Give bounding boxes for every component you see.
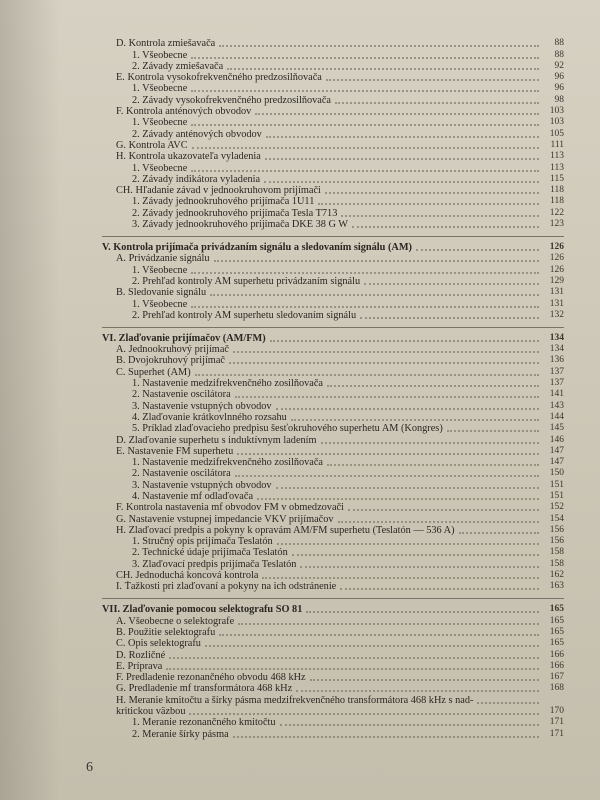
- entry-title: A. Privádzanie signálu: [116, 253, 210, 265]
- dot-leader: [459, 524, 539, 534]
- toc-entry: [102, 49, 564, 60]
- toc-entry: [102, 94, 564, 105]
- entry-title: 2. Prehľad kontroly AM superhetu sledovaním signálu: [132, 309, 357, 321]
- entry-page-number: 103: [549, 117, 564, 128]
- toc-entry: [102, 219, 564, 230]
- toc-entry: [102, 547, 564, 558]
- entry-page-number: 171: [549, 717, 564, 728]
- dot-leader: [257, 490, 539, 500]
- entry-page-number: 88: [554, 38, 564, 49]
- dot-leader: [277, 535, 539, 545]
- toc-entry: [102, 446, 564, 457]
- dot-leader: [341, 207, 539, 217]
- entry-page-number: 131: [549, 287, 564, 298]
- entry-title: 1. Závady jednookruhového prijímača 1U11: [132, 196, 315, 208]
- dot-leader: [292, 546, 539, 556]
- entry-page-number: 137: [549, 378, 564, 389]
- entry-title: B. Dvojokruhový prijímač: [116, 355, 225, 367]
- entry-title: B. Sledovanie signálu: [116, 287, 207, 299]
- entry-title: 1. Všeobecne: [132, 49, 188, 61]
- toc-entry: [102, 615, 564, 626]
- entry-page-number: 92: [554, 60, 564, 71]
- entry-page-number: 170: [549, 706, 564, 717]
- dot-leader: [310, 671, 539, 681]
- dot-leader: [447, 422, 539, 432]
- entry-page-number: 134: [549, 344, 564, 355]
- toc-entry: [102, 378, 564, 389]
- entry-page-number: 171: [549, 728, 564, 739]
- entry-title: E. Príprava: [116, 660, 163, 672]
- entry-title: 1. Nastavenie medzifrekvenčného zosilňovača: [132, 378, 323, 390]
- toc-entry: [102, 457, 564, 468]
- chapter-entry: [102, 327, 564, 344]
- dot-leader: [227, 60, 539, 70]
- entry-title: 4. Zlaďovanie krátkovlnného rozsahu: [132, 411, 287, 423]
- toc-entry: [102, 423, 564, 434]
- entry-title: A. Jednookruhový prijímač: [116, 344, 229, 356]
- entry-page-number: 98: [554, 94, 564, 105]
- dot-leader: [266, 128, 539, 138]
- dot-leader: [238, 615, 539, 625]
- entry-title: F. Predladenie rezonančného obvodu 468 kHz: [116, 672, 306, 684]
- entry-page-number: 166: [549, 660, 564, 671]
- entry-title: kritickou väzbou: [116, 706, 186, 718]
- entry-page-number: 129: [549, 275, 564, 286]
- dot-leader: [291, 411, 539, 421]
- entry-title: 1. Všeobecne: [132, 162, 188, 174]
- entry-page-number: 137: [549, 366, 564, 377]
- toc-entry: [102, 298, 564, 309]
- toc-entry: [102, 434, 564, 445]
- dot-leader: [276, 479, 539, 489]
- dot-leader: [235, 388, 539, 398]
- toc-entry: [102, 276, 564, 287]
- dot-leader: [321, 434, 539, 444]
- toc-entry: [102, 627, 564, 638]
- entry-page-number: 126: [549, 253, 564, 264]
- entry-page-number: 150: [549, 468, 564, 479]
- entry-page-number: 96: [554, 72, 564, 83]
- entry-title: B. Použitie selektografu: [116, 626, 216, 638]
- dot-leader: [276, 400, 539, 410]
- dot-leader: [235, 467, 539, 477]
- entry-page-number: 163: [549, 581, 564, 592]
- entry-title: 2. Meranie šírky pásma: [132, 728, 229, 740]
- dot-leader: [327, 377, 539, 387]
- entry-page-number: 152: [549, 502, 564, 513]
- entry-title: 2. Závady indikátora vyladenia: [132, 173, 261, 185]
- dot-leader: [210, 286, 539, 296]
- entry-title: H. Meranie kmitočtu a šírky pásma medzifrekvenčného transformátora 468 kHz s nad-: [116, 694, 474, 706]
- dot-leader: [360, 309, 539, 319]
- toc-entry: [102, 479, 564, 490]
- entry-page-number: 111: [550, 139, 564, 150]
- entry-title: V. Kontrola prijímača privádzaním signálu a sledovaním signálu (AM): [102, 242, 412, 254]
- entry-page-number: 126: [549, 264, 564, 275]
- entry-title: A. Všeobecne o selektografe: [116, 615, 235, 627]
- entry-title: G. Nastavenie vstupnej impedancie VKV prijímačov: [116, 513, 334, 525]
- dot-leader: [265, 150, 539, 160]
- dot-leader: [306, 603, 539, 613]
- entry-page-number: 165: [549, 638, 564, 649]
- entry-page-number: 144: [549, 411, 564, 422]
- entry-title: CH. Jednoduchá koncová kontrola: [116, 570, 259, 582]
- toc-entry: [102, 185, 564, 196]
- entry-title: D. Zlaďovanie superhetu s induktívnym ladením: [116, 434, 317, 446]
- entry-page-number: 126: [549, 242, 564, 253]
- toc-entry: [102, 400, 564, 411]
- entry-page-number: 134: [549, 332, 564, 343]
- dot-leader: [233, 728, 539, 738]
- entry-title: G. Predladenie mf transformátora 468 kHz: [116, 683, 293, 695]
- entry-page-number: 156: [549, 536, 564, 547]
- entry-title: 5. Príklad zlaďovacieho predpisu šesťokruhového superhetu AM (Kongres): [132, 423, 443, 435]
- entry-title: 1. Nastavenie medzifrekvenčného zosilňovača: [132, 457, 323, 469]
- toc-entry: [102, 140, 564, 151]
- entry-title: E. Nastavenie FM superhetu: [116, 445, 234, 457]
- entry-title: E. Kontrola vysokofrekvenčného predzosilňovača: [116, 72, 322, 84]
- entry-title: 2. Technické údaje prijímača Teslatón: [132, 547, 288, 559]
- toc-entry: [102, 502, 564, 513]
- dot-leader: [214, 252, 539, 262]
- entry-page-number: 103: [549, 106, 564, 117]
- dot-leader: [296, 682, 539, 692]
- toc-entry: [102, 728, 564, 739]
- toc-entry: [102, 287, 564, 298]
- toc-entry: [102, 196, 564, 207]
- chapter-entry: [102, 236, 564, 253]
- entry-page-number: 165: [549, 604, 564, 615]
- toc-entry: [102, 649, 564, 660]
- entry-page-number: 158: [549, 558, 564, 569]
- toc-entry: [102, 389, 564, 400]
- entry-title: 1. Všeobecne: [132, 264, 188, 276]
- entry-page-number: 136: [549, 355, 564, 366]
- entry-title: D. Kontrola zmiešavača: [116, 38, 216, 50]
- entry-page-number: 167: [549, 672, 564, 683]
- toc-entry: [102, 638, 564, 649]
- dot-leader: [477, 694, 539, 704]
- entry-title: 1. Všeobecne: [132, 117, 188, 129]
- toc-entry: [102, 151, 564, 162]
- dot-leader: [340, 580, 539, 590]
- entry-page-number: 146: [549, 434, 564, 445]
- toc-entry: [102, 661, 564, 672]
- dot-leader: [191, 82, 539, 92]
- entry-title: VII. Zlaďovanie pomocou selektografu SO 81: [102, 604, 303, 616]
- dot-leader: [237, 445, 539, 455]
- entry-page-number: 143: [549, 400, 564, 411]
- entry-page-number: 145: [549, 423, 564, 434]
- entry-title: VI. Zlaďovanie prijímačov (AM/FM): [102, 332, 266, 344]
- entry-title: F. Kontrola nastavenia mf obvodov FM v obmedzovači: [116, 502, 344, 514]
- page-shadow: [0, 0, 60, 800]
- toc-entry: [102, 253, 564, 264]
- entry-title: H. Kontrola ukazovateľa vyladenia: [116, 151, 261, 163]
- dot-leader: [326, 71, 539, 81]
- entry-title: 2. Nastavenie oscilátora: [132, 468, 231, 480]
- toc-entry: [102, 468, 564, 479]
- entry-title: G. Kontrola AVC: [116, 139, 188, 151]
- dot-leader: [300, 558, 539, 568]
- dot-leader: [195, 366, 539, 376]
- dot-leader: [318, 195, 539, 205]
- toc-entry: [102, 61, 564, 72]
- toc-entry: [102, 694, 564, 705]
- dot-leader: [229, 354, 539, 364]
- toc-entry: [102, 581, 564, 592]
- entry-title: 2. Závady anténových obvodov: [132, 128, 262, 140]
- entry-page-number: 88: [554, 49, 564, 60]
- dot-leader: [325, 184, 539, 194]
- dot-leader: [352, 218, 539, 228]
- dot-leader: [219, 37, 539, 47]
- toc-entry: [102, 344, 564, 355]
- entry-page-number: 113: [550, 162, 564, 173]
- dot-leader: [364, 275, 539, 285]
- dot-leader: [335, 94, 539, 104]
- toc-entry: [102, 162, 564, 173]
- dot-leader: [327, 456, 539, 466]
- entry-title: F. Kontrola anténových obvodov: [116, 106, 252, 118]
- dot-leader: [189, 705, 539, 715]
- dot-leader: [219, 626, 539, 636]
- entry-page-number: 118: [550, 185, 564, 196]
- dot-leader: [338, 513, 539, 523]
- toc-entry: [102, 683, 564, 694]
- entry-title: C. Superhet (AM): [116, 366, 191, 378]
- entry-title: 2. Závady zmiešavača: [132, 60, 224, 72]
- entry-page-number: 141: [549, 389, 564, 400]
- dot-leader: [233, 343, 539, 353]
- toc-entry: [102, 672, 564, 683]
- toc-entry: [102, 83, 564, 94]
- entry-title: CH. Hľadanie závad v jednookruhovom prijímači: [116, 185, 321, 197]
- toc-entry: [102, 366, 564, 377]
- toc-entry: [102, 174, 564, 185]
- entry-title: 3. Zlaďovací predpis prijímača Teslatón: [132, 558, 297, 570]
- entry-page-number: 168: [549, 683, 564, 694]
- toc-entry: [102, 412, 564, 423]
- entry-title: 1. Meranie rezonančného kmitočtu: [132, 717, 276, 729]
- entry-title: 1. Všeobecne: [132, 83, 188, 95]
- toc-entry: [102, 106, 564, 117]
- entry-page-number: 154: [549, 513, 564, 524]
- entry-title: 3. Závady jednookruhového prijímača DKE 38 G W: [132, 219, 348, 231]
- dot-leader: [264, 173, 539, 183]
- dot-leader: [205, 637, 539, 647]
- entry-page-number: 158: [549, 547, 564, 558]
- page-number: 6: [86, 760, 93, 775]
- toc-entry: [102, 525, 564, 536]
- entry-page-number: 166: [549, 649, 564, 660]
- entry-page-number: 131: [549, 298, 564, 309]
- dot-leader: [348, 501, 539, 511]
- entry-page-number: 151: [549, 490, 564, 501]
- entry-page-number: 122: [549, 207, 564, 218]
- dot-leader: [416, 241, 539, 251]
- entry-page-number: 115: [550, 173, 564, 184]
- toc-entry: [102, 717, 564, 728]
- entry-page-number: 156: [549, 524, 564, 535]
- toc-entry: [102, 38, 564, 49]
- entry-title: 1. Stručný opis prijímača Teslatón: [132, 536, 273, 548]
- entry-page-number: 132: [549, 309, 564, 320]
- entry-title: 3. Nastavenie vstupných obvodov: [132, 400, 272, 412]
- dot-leader: [270, 332, 539, 342]
- entry-title: H. Zlaďovací predpis a pokyny k opravám AM/FM superhetu (Teslatón — 536 A): [116, 524, 455, 536]
- entry-title: I. Ťažkosti pri zlaďovaní a pokyny na ich odstránenie: [116, 581, 337, 593]
- toc-entry: [102, 128, 564, 139]
- toc-entry: [102, 513, 564, 524]
- entry-title: 2. Nastavenie oscilátora: [132, 389, 231, 401]
- toc-entry: [102, 355, 564, 366]
- toc-entry: [102, 264, 564, 275]
- entry-title: 2. Prehľad kontroly AM superhetu privádzaním signálu: [132, 275, 361, 287]
- entry-page-number: 165: [549, 626, 564, 637]
- dot-leader: [191, 49, 539, 59]
- toc-entry: [102, 310, 564, 321]
- entry-title: C. Opis selektografu: [116, 638, 201, 650]
- dot-leader: [166, 660, 539, 670]
- toc-entry: [102, 491, 564, 502]
- dot-leader: [280, 716, 539, 726]
- dot-leader: [191, 298, 539, 308]
- entry-title: 3. Nastavenie vstupných obvodov: [132, 479, 272, 491]
- dot-leader: [191, 264, 539, 274]
- entry-page-number: 105: [549, 128, 564, 139]
- entry-title: 2. Závady vysokofrekvenčného predzosilňovača: [132, 94, 331, 106]
- entry-page-number: 151: [549, 479, 564, 490]
- dot-leader: [192, 139, 539, 149]
- entry-title: 2. Závady jednookruhového prijímača Tesla T713: [132, 207, 338, 219]
- table-of-contents: [102, 38, 564, 740]
- entry-page-number: 147: [549, 457, 564, 468]
- dot-leader: [255, 105, 539, 115]
- toc-entry: [102, 536, 564, 547]
- toc-entry: [102, 706, 564, 717]
- toc-entry: [102, 117, 564, 128]
- entry-page-number: 123: [549, 219, 564, 230]
- chapter-entry: [102, 598, 564, 615]
- entry-title: 4. Nastavenie mf odlaďovača: [132, 490, 254, 502]
- toc-entry: [102, 207, 564, 218]
- toc-entry: [102, 558, 564, 569]
- dot-leader: [191, 162, 539, 172]
- entry-page-number: 118: [550, 196, 564, 207]
- entry-page-number: 113: [550, 151, 564, 162]
- entry-page-number: 147: [549, 445, 564, 456]
- dot-leader: [262, 569, 539, 579]
- entry-title: D. Rozličné: [116, 649, 166, 661]
- entry-page-number: 165: [549, 615, 564, 626]
- entry-page-number: 96: [554, 83, 564, 94]
- toc-entry: [102, 72, 564, 83]
- toc-entry: [102, 570, 564, 581]
- entry-title: 1. Všeobecne: [132, 298, 188, 310]
- dot-leader: [191, 116, 539, 126]
- dot-leader: [169, 649, 539, 659]
- entry-page-number: 162: [549, 570, 564, 581]
